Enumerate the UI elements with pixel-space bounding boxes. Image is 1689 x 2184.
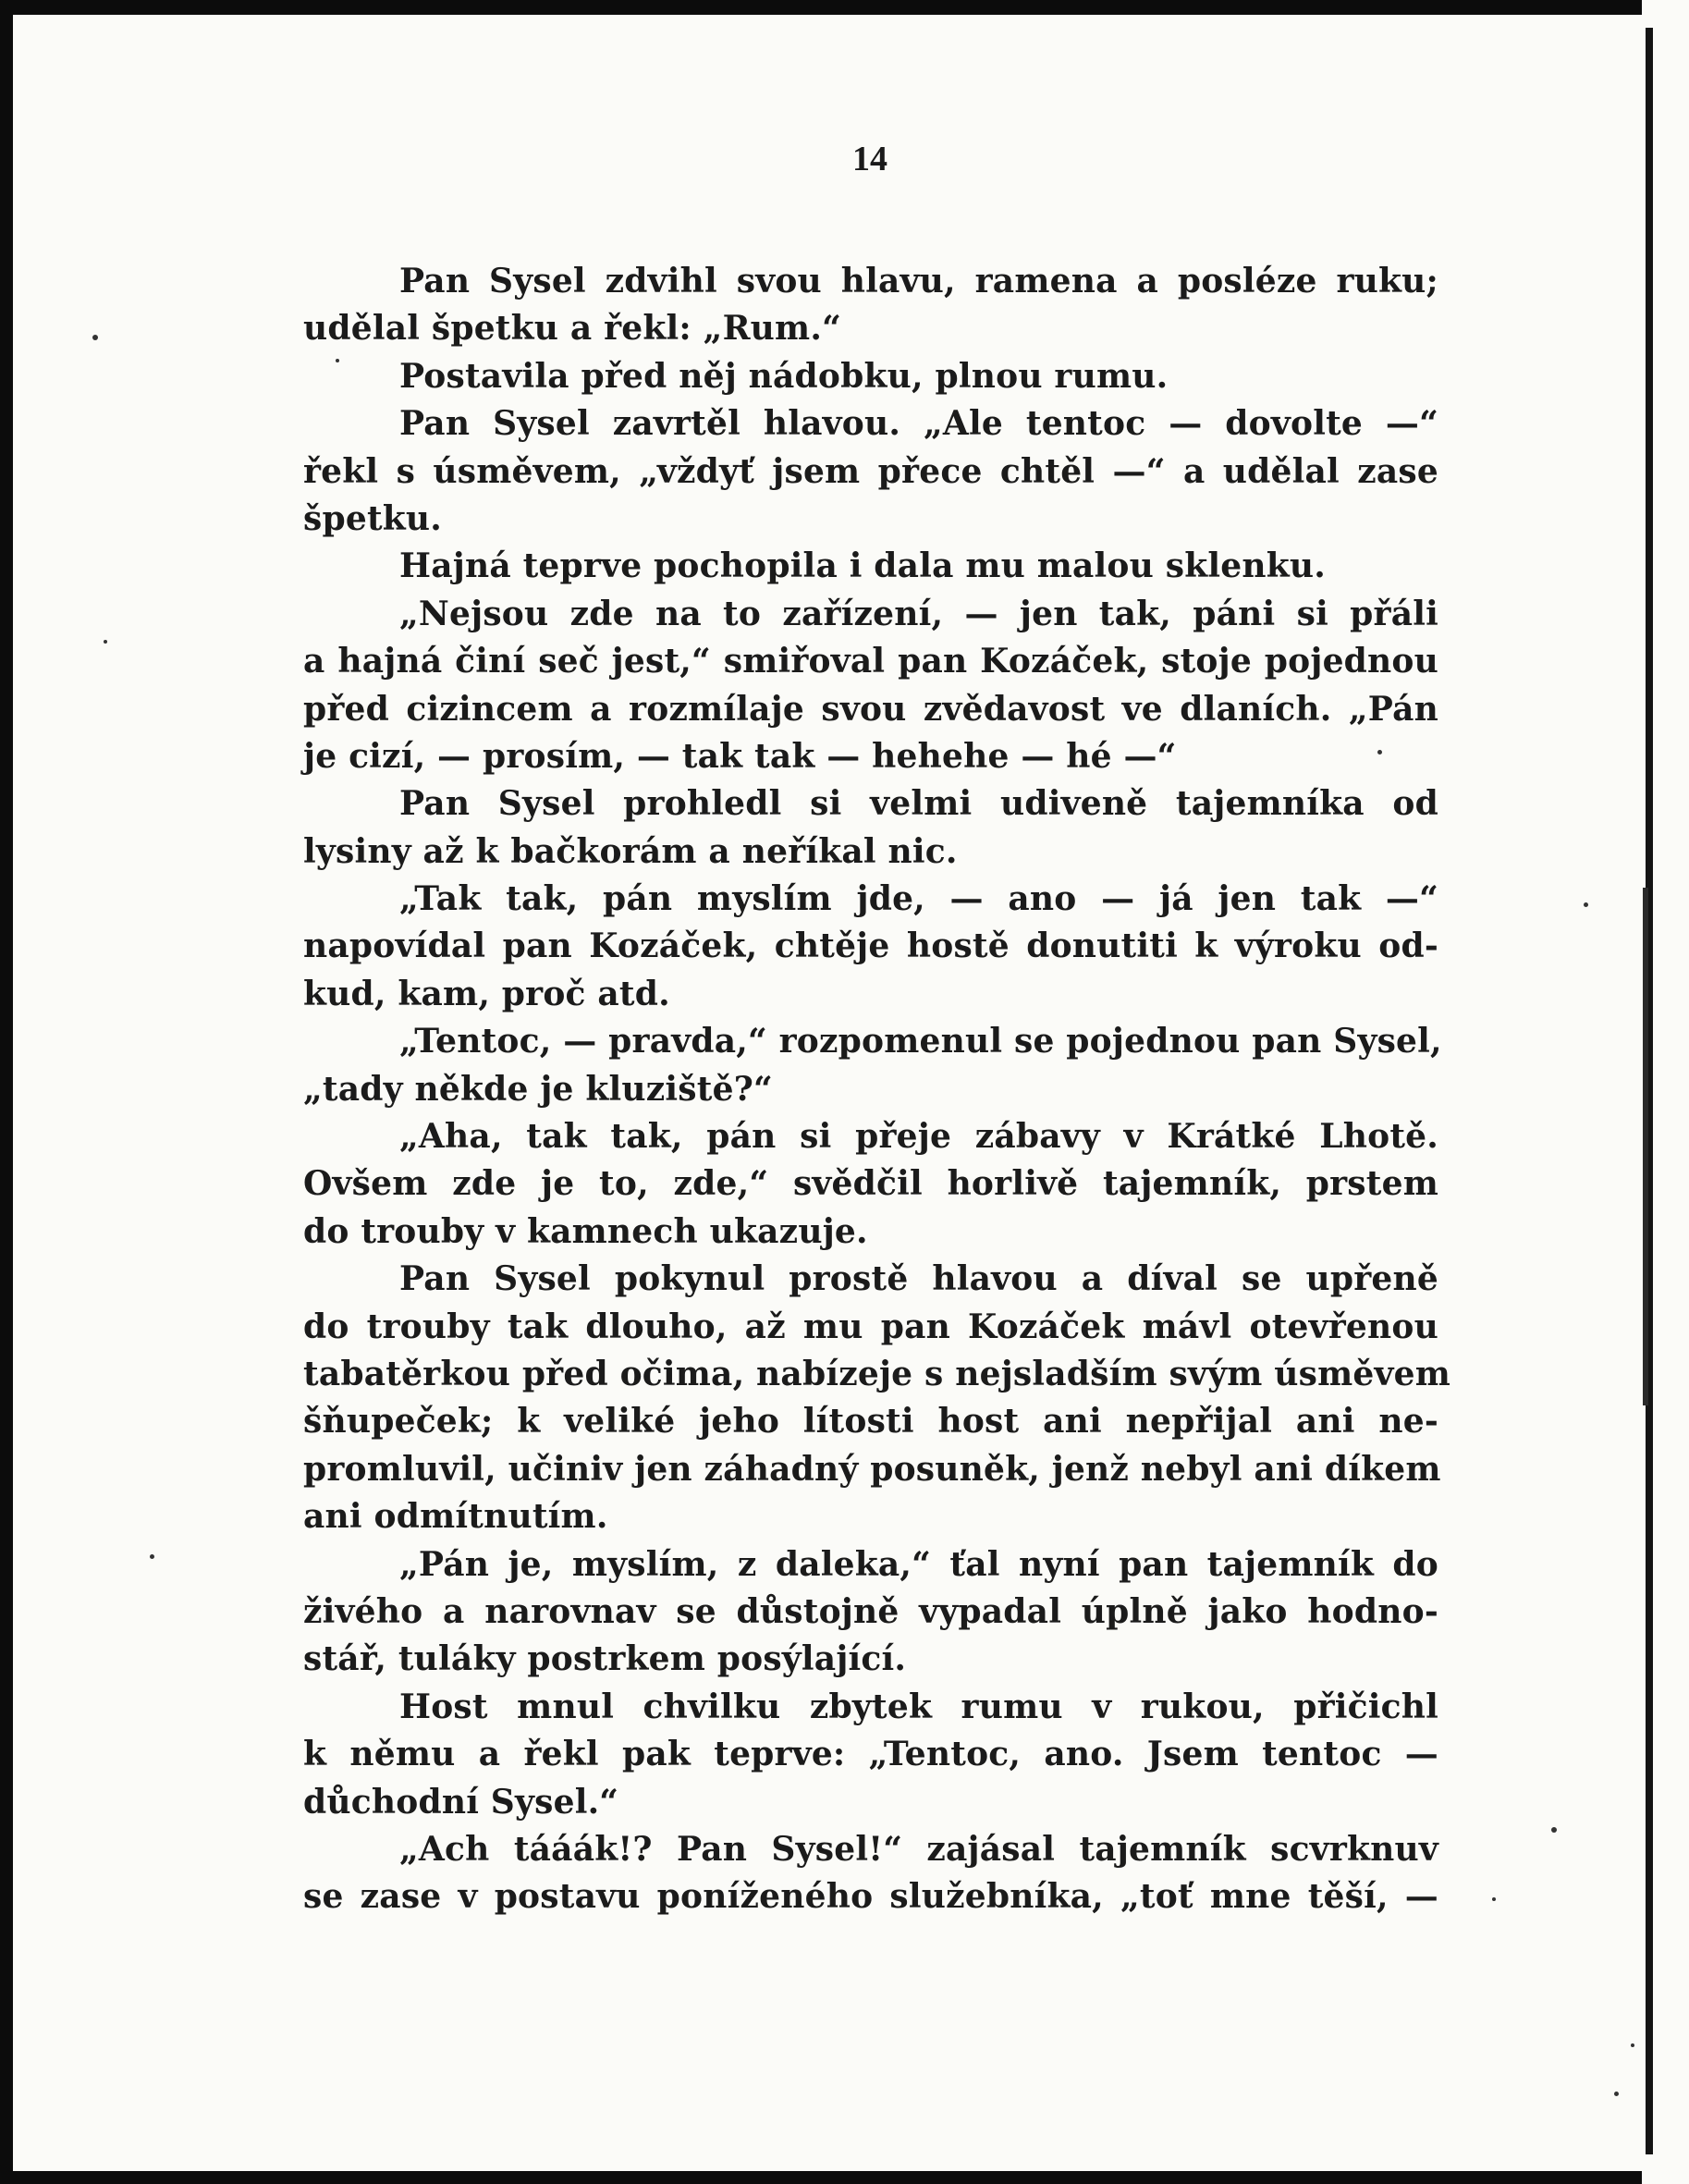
- text-line: do trouby tak dlouho, až mu pan Kozáček mávl otevřenou: [303, 1307, 1438, 1346]
- text-line: do trouby v kamnech ukazuje.: [303, 1211, 868, 1251]
- text-line: lysiny až k bačkorám a neříkal nic.: [303, 831, 958, 871]
- text-line: „Nejsou zde na to zařízení, — jen tak, páni si přáli: [399, 594, 1438, 633]
- scan-speck: [1377, 750, 1382, 755]
- text-line: je cizí, — prosím, — tak tak — hehehe — hé —“: [303, 736, 1177, 776]
- text-line: tabatěrkou před očima, nabízeje s nejsladším svým úsměvem: [303, 1354, 1451, 1393]
- text-line: Pan Sysel zavrtěl hlavou. „Ale tentoc — dovolte —“: [399, 404, 1438, 444]
- scan-speck: [1631, 2043, 1634, 2047]
- scan-speck: [1492, 1897, 1496, 1901]
- scan-speck: [150, 1554, 154, 1559]
- text-line: Postavila před něj nádobku, plnou rumu.: [399, 356, 1169, 396]
- text-line: Ovšem zde je to, zde,“ svědčil horlivě tajemník, prstem: [303, 1164, 1438, 1204]
- text-line: šňupeček; k veliké jeho lítosti host ani nepřijal ani ne-: [303, 1402, 1438, 1442]
- text-line: Pan Sysel prohledl si velmi udiveně tajemníka od: [399, 784, 1438, 824]
- binding-shadow-inner: [1643, 888, 1648, 1405]
- text-line: důchodní Sysel.“: [303, 1782, 619, 1822]
- scan-speck: [336, 359, 339, 362]
- text-line: se zase v postavu poníženého služebníka, „toť mne těší, —: [303, 1877, 1438, 1917]
- page-number: 14: [852, 140, 887, 178]
- text-line: Pan Sysel zdvihl svou hlavu, ramena a posléze ruku;: [399, 262, 1438, 301]
- scan-speck: [1614, 2092, 1619, 2096]
- text-line: „Tentoc, — pravda,“ rozpomenul se pojednou pan Sysel,: [399, 1022, 1442, 1061]
- text-line: „Ach tááák!? Pan Sysel!“ zajásal tajemník scvrknuv: [399, 1829, 1438, 1869]
- text-line: živého a narovnav se důstojně vypadal úplně jako hodno-: [303, 1591, 1438, 1631]
- scan-speck: [1551, 1827, 1557, 1833]
- body-text: [303, 258, 1451, 1921]
- text-line: řekl s úsměvem, „vždyť jsem přece chtěl —“ a udělal zase: [303, 451, 1438, 491]
- text-line: „Tak tak, pán myslím jde, — ano — já jen tak —“: [399, 879, 1438, 919]
- text-line: promluvil, učiniv jen záhadný posuněk, jenž nebyl ani díkem: [303, 1449, 1441, 1489]
- text-line: Pan Sysel pokynul prostě hlavou a díval se upřeně: [399, 1259, 1438, 1299]
- text-line: Hajná teprve pochopila i dala mu malou sklenku.: [399, 546, 1326, 586]
- text-line: ani odmítnutím.: [303, 1497, 608, 1537]
- text-line: Host mnul chvilku zbytek rumu v rukou, přičichl: [399, 1687, 1438, 1726]
- page-binding-edge: [1642, 0, 1689, 2184]
- text-line: stář, tuláky postrkem posýlající.: [303, 1639, 907, 1679]
- text-line: „Aha, tak tak, pán si přeje zábavy v Krátké Lhotě.: [399, 1117, 1438, 1157]
- text-line: špetku.: [303, 498, 443, 538]
- text-line: napovídal pan Kozáček, chtěje hostě donutiti k výroku od-: [303, 926, 1438, 966]
- text-line: udělal špetku a řekl: „Rum.“: [303, 309, 841, 349]
- scan-speck: [92, 335, 98, 340]
- text-line: kud, kam, proč atd.: [303, 974, 670, 1013]
- scan-speck: [1584, 902, 1588, 907]
- text-line: „tady někde je kluziště?“: [303, 1069, 773, 1109]
- text-line: a hajná činí seč jest,“ smiřoval pan Kozáček, stoje pojednou: [303, 642, 1438, 681]
- text-line: k němu a řekl pak teprve: „Tentoc, ano. Jsem tentoc —: [303, 1735, 1438, 1774]
- text-line: „Pán je, myslím, z daleka,“ ťal nyní pan tajemník do: [399, 1544, 1438, 1584]
- text-line: před cizincem a rozmílaje svou zvědavost ve dlaních. „Pán: [303, 689, 1438, 729]
- scan-speck: [104, 640, 107, 644]
